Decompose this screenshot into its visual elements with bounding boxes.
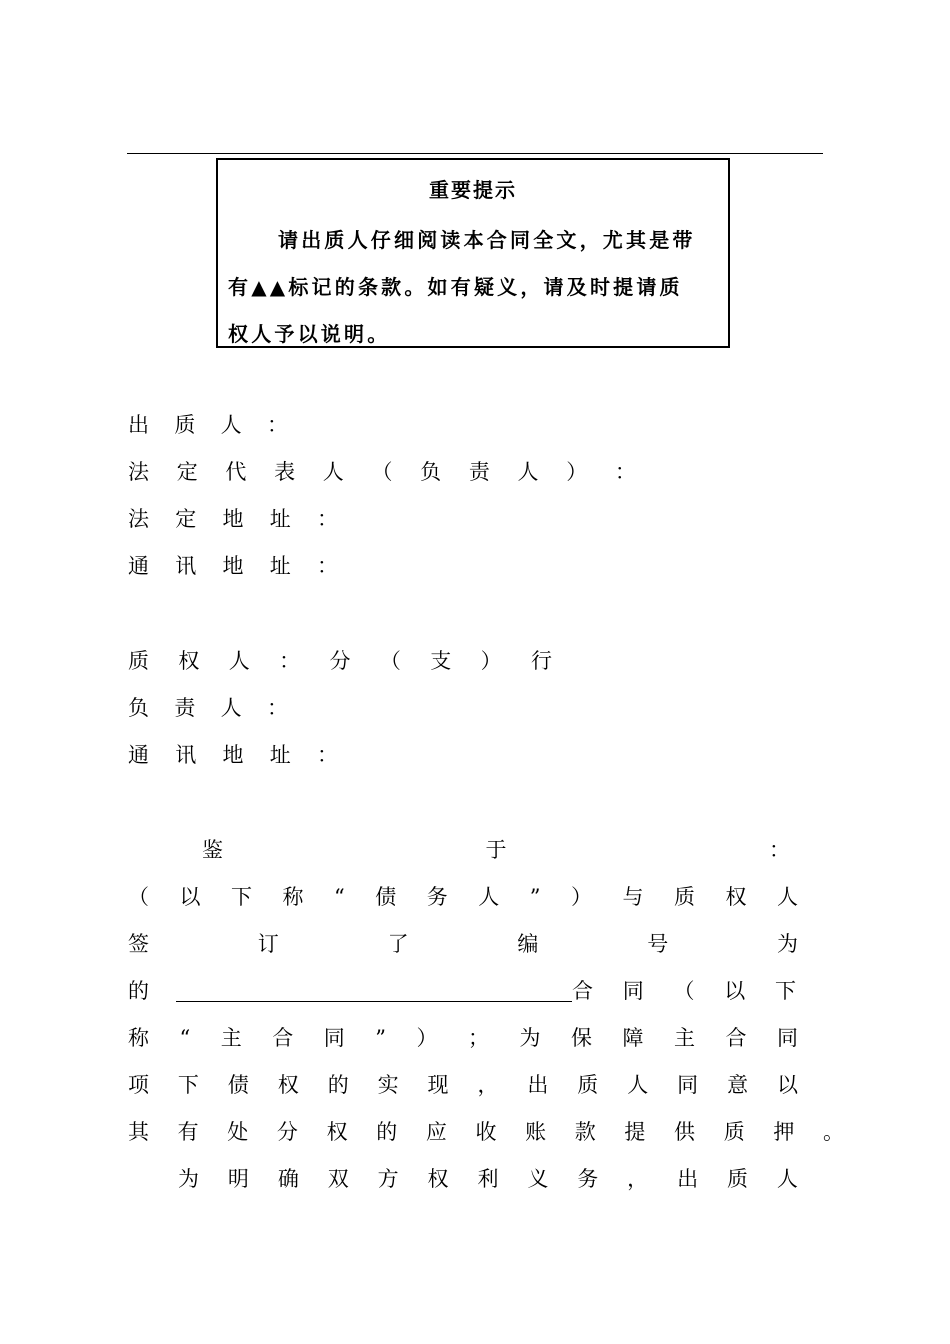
text-char: 有 [177,1120,199,1144]
text-char: 人 [777,885,798,909]
text-char: 款 [574,1120,596,1144]
text-char: 行 [531,649,552,673]
text-char: 下 [775,979,796,1003]
text-char: 称 [282,885,304,909]
text-char: 明 [227,1167,249,1191]
text-char: 下 [231,885,252,909]
text-char: 合 [725,1026,747,1050]
text-char: 人 [322,460,344,484]
text-char: ： [769,838,790,862]
text-char: 下 [177,1073,199,1097]
text-char: 的 [327,1073,349,1097]
preamble-line-4-end [572,979,796,1003]
text-char: 出 [128,413,149,437]
text-char: 人 [220,413,242,437]
preamble-line-4-start: 的 [128,979,149,1003]
text-char: 应 [425,1120,447,1144]
text-char: 利 [477,1167,499,1191]
text-char: ： [317,554,338,578]
text-char: 于 [485,838,507,862]
text-char: ： [266,413,288,437]
text-char: 其 [128,1120,149,1144]
pledgor-legal-rep-label [128,460,636,484]
text-char: ： [279,649,301,673]
text-char: 债 [227,1073,249,1097]
text-char: 权 [326,1120,348,1144]
text-char: 分 [329,649,351,673]
text-char: 地 [222,507,244,531]
preamble-line-1 [202,838,790,862]
text-char: 提 [624,1120,646,1144]
text-char: 分 [276,1120,298,1144]
pledgor-mail-address-label [128,554,338,578]
text-char: 称 [128,1026,149,1050]
preamble-line-5 [128,1026,798,1050]
text-char: 地 [222,554,244,578]
text-char: 权 [427,1167,449,1191]
text-char: 责 [174,696,196,720]
text-char: 收 [475,1120,497,1144]
text-char: 与 [622,885,644,909]
text-char: 主 [220,1026,242,1050]
text-char: 项 [128,1073,149,1097]
text-char: 以 [179,885,201,909]
preamble-line-8 [178,1167,798,1191]
text-char: 质 [726,1167,748,1191]
text-char: 权 [725,885,747,909]
text-char: “ [179,1026,191,1050]
text-char: 质 [174,413,196,437]
text-char: 人 [776,1167,798,1191]
text-char: 权 [277,1073,299,1097]
text-char: （ [128,885,149,909]
text-char: 代 [225,460,247,484]
text-char: 通 [128,554,149,578]
pledgor-legal-address-label [128,507,338,531]
pledgee-mail-address-label [128,743,338,767]
text-char: 债 [375,885,397,909]
text-char: 编 [517,932,539,956]
text-char: 人 [220,696,242,720]
preamble-line-2 [128,885,798,909]
notice-line-1: 请出质人仔细阅读本合同全文，尤其是带 [278,228,696,252]
text-char: ， [627,1167,649,1191]
text-char: ： [317,507,338,531]
text-char: 实 [377,1073,399,1097]
text-char: 址 [269,554,291,578]
important-notice-box [216,158,730,348]
text-char: 质 [577,1073,599,1097]
text-char: 同 [622,979,644,1003]
text-char: 人 [517,460,539,484]
text-char: 的 [376,1120,398,1144]
text-char: 同 [777,1026,798,1050]
text-char: 押 [773,1120,795,1144]
text-char: 出 [677,1167,699,1191]
text-char: 负 [128,696,149,720]
text-char: （ [673,979,695,1003]
text-char: 义 [527,1167,549,1191]
text-char: 以 [776,1073,798,1097]
text-char: 方 [377,1167,399,1191]
text-char: 地 [222,743,244,767]
text-char: 了 [387,932,409,956]
text-char: 号 [647,932,669,956]
text-char: 定 [176,460,198,484]
text-char: 为 [519,1026,541,1050]
text-char: 务 [577,1167,599,1191]
text-char: 质 [674,885,695,909]
text-char: 讯 [175,554,197,578]
text-char: 现 [427,1073,449,1097]
text-char: ； [468,1026,489,1050]
text-char: 签 [128,932,149,956]
preamble-line-6 [128,1073,798,1097]
text-char: 。 [822,1120,844,1144]
text-char: 支 [430,649,452,673]
text-char: “ [334,885,345,909]
text-char: 负 [420,460,442,484]
text-char: ， [477,1073,499,1097]
text-char: 表 [274,460,296,484]
text-char: （ [371,460,393,484]
notice-line-2: 有▲▲标记的条款。如有疑义，请及时提请质 [228,275,683,299]
text-char: 保 [571,1026,592,1050]
text-char: 鉴 [202,838,223,862]
text-char: 务 [426,885,448,909]
text-char: 同 [323,1026,345,1050]
notice-line-3: 权人予以说明。 [228,322,391,346]
text-char: 处 [227,1120,249,1144]
text-char: 合 [572,979,593,1003]
text-char: ： [614,460,636,484]
pledgor-name-label [128,413,288,437]
text-char: 人 [627,1073,649,1097]
text-char: 法 [128,507,149,531]
text-char: 同 [677,1073,699,1097]
text-char: 址 [269,507,291,531]
contract-name-blank [176,979,572,1002]
text-char: ） [571,885,592,909]
text-char: 障 [622,1026,644,1050]
text-char: 人 [478,885,500,909]
preamble-line-4 [128,979,798,1003]
text-char: 权 [178,649,200,673]
preamble-line-3 [128,932,798,956]
pledgee-name-label [128,649,552,673]
text-char: 供 [674,1120,696,1144]
text-char: 账 [525,1120,547,1144]
text-char: 主 [674,1026,695,1050]
text-char: ） [416,1026,438,1050]
text-char: 通 [128,743,149,767]
text-char: 以 [724,979,746,1003]
pledgee-responsible-label [128,696,288,720]
notice-title: 重要提示 [429,178,517,202]
text-char: 讯 [175,743,197,767]
text-char: ） [566,460,588,484]
text-char: （ [379,649,401,673]
text-char: 为 [776,932,798,956]
text-char: 确 [277,1167,299,1191]
text-char: 质 [128,649,149,673]
text-char: ） [480,649,502,673]
text-char: 订 [257,932,279,956]
header-rule [127,153,823,154]
text-char: ” [375,1026,386,1050]
text-char: 意 [727,1073,749,1097]
preamble-line-7 [128,1120,844,1144]
text-char: 合 [272,1026,294,1050]
text-char: 双 [327,1167,349,1191]
text-char: 人 [228,649,250,673]
text-char: 法 [128,460,149,484]
text-char: 为 [178,1167,199,1191]
text-char: 址 [269,743,291,767]
text-char: 质 [723,1120,745,1144]
text-char: ” [529,885,541,909]
text-char: 定 [175,507,197,531]
text-char: 出 [527,1073,549,1097]
text-char: 责 [468,460,490,484]
text-char: ： [266,696,288,720]
text-char: ： [317,743,338,767]
